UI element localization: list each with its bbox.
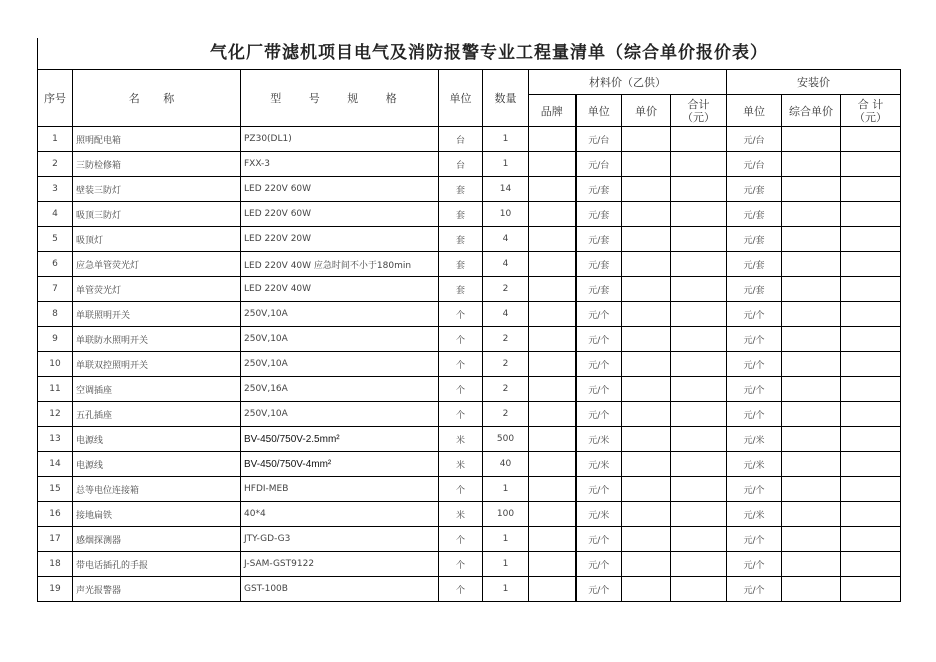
cell-install-price bbox=[782, 177, 841, 202]
cell-name: 壁装三防灯 bbox=[73, 177, 241, 202]
cell-brand bbox=[529, 452, 576, 477]
cell-spec: BV-450/750V-2.5mm² bbox=[241, 427, 439, 452]
cell-name: 电源线 bbox=[73, 452, 241, 477]
cell-install-price bbox=[782, 327, 841, 352]
cell-spec: 250V,16A bbox=[241, 377, 439, 402]
cell-material-total bbox=[671, 527, 727, 552]
cell-name: 三防检修箱 bbox=[73, 152, 241, 177]
cell-install-total bbox=[841, 377, 901, 402]
cell-material-total bbox=[671, 127, 727, 152]
cell-unit: 个 bbox=[439, 302, 483, 327]
cell-brand bbox=[529, 527, 576, 552]
cell-index: 9 bbox=[38, 327, 73, 352]
table-row bbox=[38, 202, 901, 227]
cell-install-price bbox=[782, 552, 841, 577]
cell-install-total bbox=[841, 427, 901, 452]
cell-install-unit: 元/个 bbox=[727, 552, 782, 577]
cell-index: 15 bbox=[38, 477, 73, 502]
cell-spec: J-SAM-GST9122 bbox=[241, 552, 439, 577]
cell-material-price bbox=[622, 152, 671, 177]
cell-install-total bbox=[841, 252, 901, 277]
cell-qty: 2 bbox=[483, 402, 529, 427]
cell-material-price bbox=[622, 127, 671, 152]
table-row bbox=[38, 402, 901, 427]
cell-install-total bbox=[841, 302, 901, 327]
cell-material-price bbox=[622, 252, 671, 277]
cell-brand bbox=[529, 427, 576, 452]
cell-name: 单联防水照明开关 bbox=[73, 327, 241, 352]
cell-install-unit: 元/台 bbox=[727, 152, 782, 177]
cell-install-unit: 元/个 bbox=[727, 402, 782, 427]
cell-qty: 500 bbox=[483, 427, 529, 452]
table-row bbox=[38, 377, 901, 402]
cell-spec: 250V,10A bbox=[241, 402, 439, 427]
cell-install-total bbox=[841, 577, 901, 602]
cell-install-total bbox=[841, 552, 901, 577]
cell-spec: LED 220V 20W bbox=[241, 227, 439, 252]
cell-unit: 个 bbox=[439, 352, 483, 377]
table-row bbox=[38, 352, 901, 377]
cell-brand bbox=[529, 327, 576, 352]
sheet-title: 气化厂带滤机项目电气及消防报警专业工程量清单（综合单价报价表） bbox=[37, 38, 900, 69]
cell-material-total bbox=[671, 302, 727, 327]
header-qty: 数量 bbox=[483, 70, 529, 127]
cell-spec: BV-450/750V-4mm² bbox=[241, 452, 439, 477]
cell-name: 电源线 bbox=[73, 427, 241, 452]
cell-material-total bbox=[671, 177, 727, 202]
cell-material-total bbox=[671, 327, 727, 352]
cell-material-total bbox=[671, 552, 727, 577]
cell-install-unit: 元/台 bbox=[727, 127, 782, 152]
cell-install-price bbox=[782, 252, 841, 277]
cell-install-total bbox=[841, 327, 901, 352]
cell-unit: 套 bbox=[439, 177, 483, 202]
table-row bbox=[38, 277, 901, 302]
header-install-total-line1: 合 计 bbox=[857, 97, 884, 111]
cell-material-price bbox=[622, 227, 671, 252]
cell-material-total bbox=[671, 352, 727, 377]
cell-install-total bbox=[841, 177, 901, 202]
cell-brand bbox=[529, 302, 576, 327]
table-row bbox=[38, 477, 901, 502]
table-row bbox=[38, 577, 901, 602]
cell-material-total bbox=[671, 277, 727, 302]
header-install-total bbox=[841, 95, 901, 127]
cell-install-unit: 元/米 bbox=[727, 427, 782, 452]
cell-material-unit: 元/套 bbox=[576, 202, 622, 227]
cell-qty: 100 bbox=[483, 502, 529, 527]
cell-install-price bbox=[782, 527, 841, 552]
header-install-price: 综合单价 bbox=[782, 95, 841, 127]
cell-qty: 1 bbox=[483, 577, 529, 602]
cell-install-price bbox=[782, 452, 841, 477]
cell-material-unit: 元/个 bbox=[576, 552, 622, 577]
table-row bbox=[38, 252, 901, 277]
cell-index: 14 bbox=[38, 452, 73, 477]
header-material-total-line2: （元） bbox=[682, 110, 715, 124]
cell-index: 7 bbox=[38, 277, 73, 302]
cell-unit: 个 bbox=[439, 402, 483, 427]
cell-material-price bbox=[622, 477, 671, 502]
cell-material-unit: 元/个 bbox=[576, 327, 622, 352]
cell-material-price bbox=[622, 452, 671, 477]
cell-index: 18 bbox=[38, 552, 73, 577]
cell-material-price bbox=[622, 552, 671, 577]
cell-index: 5 bbox=[38, 227, 73, 252]
cell-material-unit: 元/套 bbox=[576, 177, 622, 202]
cell-name: 吸顶三防灯 bbox=[73, 202, 241, 227]
cell-name: 空调插座 bbox=[73, 377, 241, 402]
cell-install-price bbox=[782, 152, 841, 177]
cell-material-unit: 元/米 bbox=[576, 427, 622, 452]
cell-index: 8 bbox=[38, 302, 73, 327]
cell-qty: 4 bbox=[483, 227, 529, 252]
cell-brand bbox=[529, 252, 576, 277]
cell-brand bbox=[529, 127, 576, 152]
cell-install-unit: 元/套 bbox=[727, 177, 782, 202]
cell-install-unit: 元/米 bbox=[727, 452, 782, 477]
header-material-total-line1: 合计 bbox=[687, 97, 710, 111]
cell-name: 五孔插座 bbox=[73, 402, 241, 427]
cell-install-total bbox=[841, 477, 901, 502]
cell-brand bbox=[529, 352, 576, 377]
cell-install-price bbox=[782, 577, 841, 602]
cell-material-price bbox=[622, 527, 671, 552]
cell-name: 单联照明开关 bbox=[73, 302, 241, 327]
cell-install-unit: 元/个 bbox=[727, 527, 782, 552]
cell-name: 单管荧光灯 bbox=[73, 277, 241, 302]
cell-spec: JTY-GD-G3 bbox=[241, 527, 439, 552]
cell-unit: 套 bbox=[439, 227, 483, 252]
cell-name: 带电话插孔的手报 bbox=[73, 552, 241, 577]
cell-qty: 4 bbox=[483, 302, 529, 327]
cell-brand bbox=[529, 177, 576, 202]
cell-install-unit: 元/个 bbox=[727, 577, 782, 602]
cell-material-price bbox=[622, 427, 671, 452]
cell-install-total bbox=[841, 202, 901, 227]
cell-qty: 1 bbox=[483, 527, 529, 552]
cell-install-unit: 元/米 bbox=[727, 502, 782, 527]
cell-install-unit: 元/套 bbox=[727, 252, 782, 277]
table-row bbox=[38, 127, 901, 152]
cell-material-total bbox=[671, 377, 727, 402]
cell-name: 感烟探测器 bbox=[73, 527, 241, 552]
cell-install-unit: 元/套 bbox=[727, 227, 782, 252]
cell-brand bbox=[529, 552, 576, 577]
cell-material-unit: 元/套 bbox=[576, 252, 622, 277]
cell-spec: FXX-3 bbox=[241, 152, 439, 177]
cell-install-price bbox=[782, 377, 841, 402]
cell-material-total bbox=[671, 477, 727, 502]
table-row bbox=[38, 552, 901, 577]
cell-install-total bbox=[841, 277, 901, 302]
cell-brand bbox=[529, 402, 576, 427]
cell-material-price bbox=[622, 302, 671, 327]
table-row bbox=[38, 452, 901, 477]
cell-qty: 4 bbox=[483, 252, 529, 277]
cell-install-total bbox=[841, 352, 901, 377]
header-spec: 型 号 规 格 bbox=[241, 70, 439, 127]
table-row bbox=[38, 527, 901, 552]
cell-install-unit: 元/个 bbox=[727, 302, 782, 327]
table-row bbox=[38, 302, 901, 327]
cell-brand bbox=[529, 202, 576, 227]
cell-name: 单联双控照明开关 bbox=[73, 352, 241, 377]
cell-spec: 250V,10A bbox=[241, 327, 439, 352]
table-row bbox=[38, 227, 901, 252]
cell-index: 16 bbox=[38, 502, 73, 527]
cell-index: 10 bbox=[38, 352, 73, 377]
cell-material-total bbox=[671, 427, 727, 452]
cell-spec: 250V,10A bbox=[241, 352, 439, 377]
cell-material-unit: 元/台 bbox=[576, 152, 622, 177]
header-material-group: 材料价（乙供） bbox=[529, 70, 727, 95]
cell-install-total bbox=[841, 402, 901, 427]
header-material-price: 单价 bbox=[622, 95, 671, 127]
cell-qty: 1 bbox=[483, 552, 529, 577]
cell-material-unit: 元/套 bbox=[576, 227, 622, 252]
header-brand: 品牌 bbox=[529, 95, 576, 127]
cell-brand bbox=[529, 577, 576, 602]
cell-install-total bbox=[841, 127, 901, 152]
cell-install-unit: 元/个 bbox=[727, 352, 782, 377]
cell-qty: 10 bbox=[483, 202, 529, 227]
cell-material-unit: 元/米 bbox=[576, 452, 622, 477]
table-row bbox=[38, 177, 901, 202]
cell-install-total bbox=[841, 227, 901, 252]
cell-name: 声光报警器 bbox=[73, 577, 241, 602]
cell-name: 照明配电箱 bbox=[73, 127, 241, 152]
cell-install-total bbox=[841, 152, 901, 177]
cell-install-unit: 元/个 bbox=[727, 477, 782, 502]
header-material-unit: 单位 bbox=[576, 95, 622, 127]
cell-brand bbox=[529, 277, 576, 302]
cell-qty: 1 bbox=[483, 152, 529, 177]
header-install-group: 安装价 bbox=[727, 70, 901, 95]
table-row bbox=[38, 152, 901, 177]
cell-material-unit: 元/个 bbox=[576, 577, 622, 602]
cell-unit: 个 bbox=[439, 477, 483, 502]
cell-name: 接地扁铁 bbox=[73, 502, 241, 527]
cell-install-price bbox=[782, 202, 841, 227]
cell-material-unit: 元/个 bbox=[576, 377, 622, 402]
cell-install-price bbox=[782, 402, 841, 427]
cell-install-unit: 元/套 bbox=[727, 202, 782, 227]
cell-install-price bbox=[782, 352, 841, 377]
header-install-total-line2: （元） bbox=[854, 110, 887, 124]
cell-unit: 米 bbox=[439, 502, 483, 527]
cell-material-total bbox=[671, 252, 727, 277]
cell-material-price bbox=[622, 502, 671, 527]
header-name: 名 称 bbox=[73, 70, 241, 127]
header-unit: 单位 bbox=[439, 70, 483, 127]
cell-spec: 250V,10A bbox=[241, 302, 439, 327]
cell-qty: 40 bbox=[483, 452, 529, 477]
cell-spec: GST-100B bbox=[241, 577, 439, 602]
cell-unit: 套 bbox=[439, 252, 483, 277]
cell-brand bbox=[529, 377, 576, 402]
cell-unit: 个 bbox=[439, 327, 483, 352]
cell-install-total bbox=[841, 502, 901, 527]
cell-material-total bbox=[671, 577, 727, 602]
cell-material-total bbox=[671, 452, 727, 477]
cell-index: 12 bbox=[38, 402, 73, 427]
cell-qty: 2 bbox=[483, 377, 529, 402]
table-row bbox=[38, 327, 901, 352]
cell-material-unit: 元/米 bbox=[576, 502, 622, 527]
cell-install-unit: 元/个 bbox=[727, 377, 782, 402]
cell-spec: HFDI-MEB bbox=[241, 477, 439, 502]
header-index: 序号 bbox=[38, 70, 73, 127]
cell-material-unit: 元/个 bbox=[576, 352, 622, 377]
cell-index: 6 bbox=[38, 252, 73, 277]
cell-unit: 个 bbox=[439, 577, 483, 602]
cell-material-price bbox=[622, 402, 671, 427]
cell-index: 1 bbox=[38, 127, 73, 152]
cell-material-price bbox=[622, 327, 671, 352]
cell-qty: 1 bbox=[483, 127, 529, 152]
cell-spec: LED 220V 40W bbox=[241, 277, 439, 302]
cell-material-unit: 元/个 bbox=[576, 477, 622, 502]
cell-brand bbox=[529, 502, 576, 527]
table-row bbox=[38, 427, 901, 452]
cell-unit: 套 bbox=[439, 277, 483, 302]
cell-spec: PZ30(DL1) bbox=[241, 127, 439, 152]
cell-qty: 1 bbox=[483, 477, 529, 502]
cell-spec: LED 220V 60W bbox=[241, 177, 439, 202]
cell-name: 总等电位连接箱 bbox=[73, 477, 241, 502]
cell-index: 13 bbox=[38, 427, 73, 452]
cell-install-price bbox=[782, 227, 841, 252]
cell-material-unit: 元/个 bbox=[576, 302, 622, 327]
cell-unit: 米 bbox=[439, 427, 483, 452]
cell-index: 4 bbox=[38, 202, 73, 227]
cell-name: 应急单管荧光灯 bbox=[73, 252, 241, 277]
cell-qty: 2 bbox=[483, 327, 529, 352]
cell-material-price bbox=[622, 577, 671, 602]
cell-material-total bbox=[671, 227, 727, 252]
cell-material-total bbox=[671, 402, 727, 427]
cell-install-price bbox=[782, 427, 841, 452]
cell-qty: 14 bbox=[483, 177, 529, 202]
cell-material-unit: 元/个 bbox=[576, 402, 622, 427]
cell-install-unit: 元/套 bbox=[727, 277, 782, 302]
cell-index: 11 bbox=[38, 377, 73, 402]
header-material-total bbox=[671, 95, 727, 127]
cell-qty: 2 bbox=[483, 277, 529, 302]
cell-material-total bbox=[671, 152, 727, 177]
cell-install-price bbox=[782, 477, 841, 502]
cell-unit: 套 bbox=[439, 202, 483, 227]
cell-unit: 个 bbox=[439, 527, 483, 552]
cell-material-price bbox=[622, 352, 671, 377]
cell-unit: 个 bbox=[439, 552, 483, 577]
cell-index: 19 bbox=[38, 577, 73, 602]
cell-install-total bbox=[841, 452, 901, 477]
cell-spec: LED 220V 60W bbox=[241, 202, 439, 227]
cell-material-unit: 元/套 bbox=[576, 277, 622, 302]
cell-material-price bbox=[622, 277, 671, 302]
cell-index: 3 bbox=[38, 177, 73, 202]
cell-spec: 40*4 bbox=[241, 502, 439, 527]
cell-brand bbox=[529, 477, 576, 502]
cell-install-price bbox=[782, 127, 841, 152]
cell-material-total bbox=[671, 202, 727, 227]
cell-material-price bbox=[622, 177, 671, 202]
cell-index: 17 bbox=[38, 527, 73, 552]
cell-unit: 台 bbox=[439, 127, 483, 152]
quantity-table bbox=[37, 69, 901, 602]
cell-install-price bbox=[782, 302, 841, 327]
cell-unit: 米 bbox=[439, 452, 483, 477]
cell-material-unit: 元/台 bbox=[576, 127, 622, 152]
header-install-unit: 单位 bbox=[727, 95, 782, 127]
cell-material-total bbox=[671, 502, 727, 527]
cell-name: 吸顶灯 bbox=[73, 227, 241, 252]
cell-install-unit: 元/个 bbox=[727, 327, 782, 352]
cell-unit: 台 bbox=[439, 152, 483, 177]
cell-unit: 个 bbox=[439, 377, 483, 402]
table-row bbox=[38, 502, 901, 527]
cell-brand bbox=[529, 152, 576, 177]
cell-material-unit: 元/个 bbox=[576, 527, 622, 552]
cell-install-price bbox=[782, 277, 841, 302]
cell-index: 2 bbox=[38, 152, 73, 177]
cell-material-price bbox=[622, 377, 671, 402]
cell-spec: LED 220V 40W 应急时间不小于180min bbox=[241, 252, 439, 277]
cell-qty: 2 bbox=[483, 352, 529, 377]
cell-material-price bbox=[622, 202, 671, 227]
cell-brand bbox=[529, 227, 576, 252]
cell-install-total bbox=[841, 527, 901, 552]
cell-install-price bbox=[782, 502, 841, 527]
